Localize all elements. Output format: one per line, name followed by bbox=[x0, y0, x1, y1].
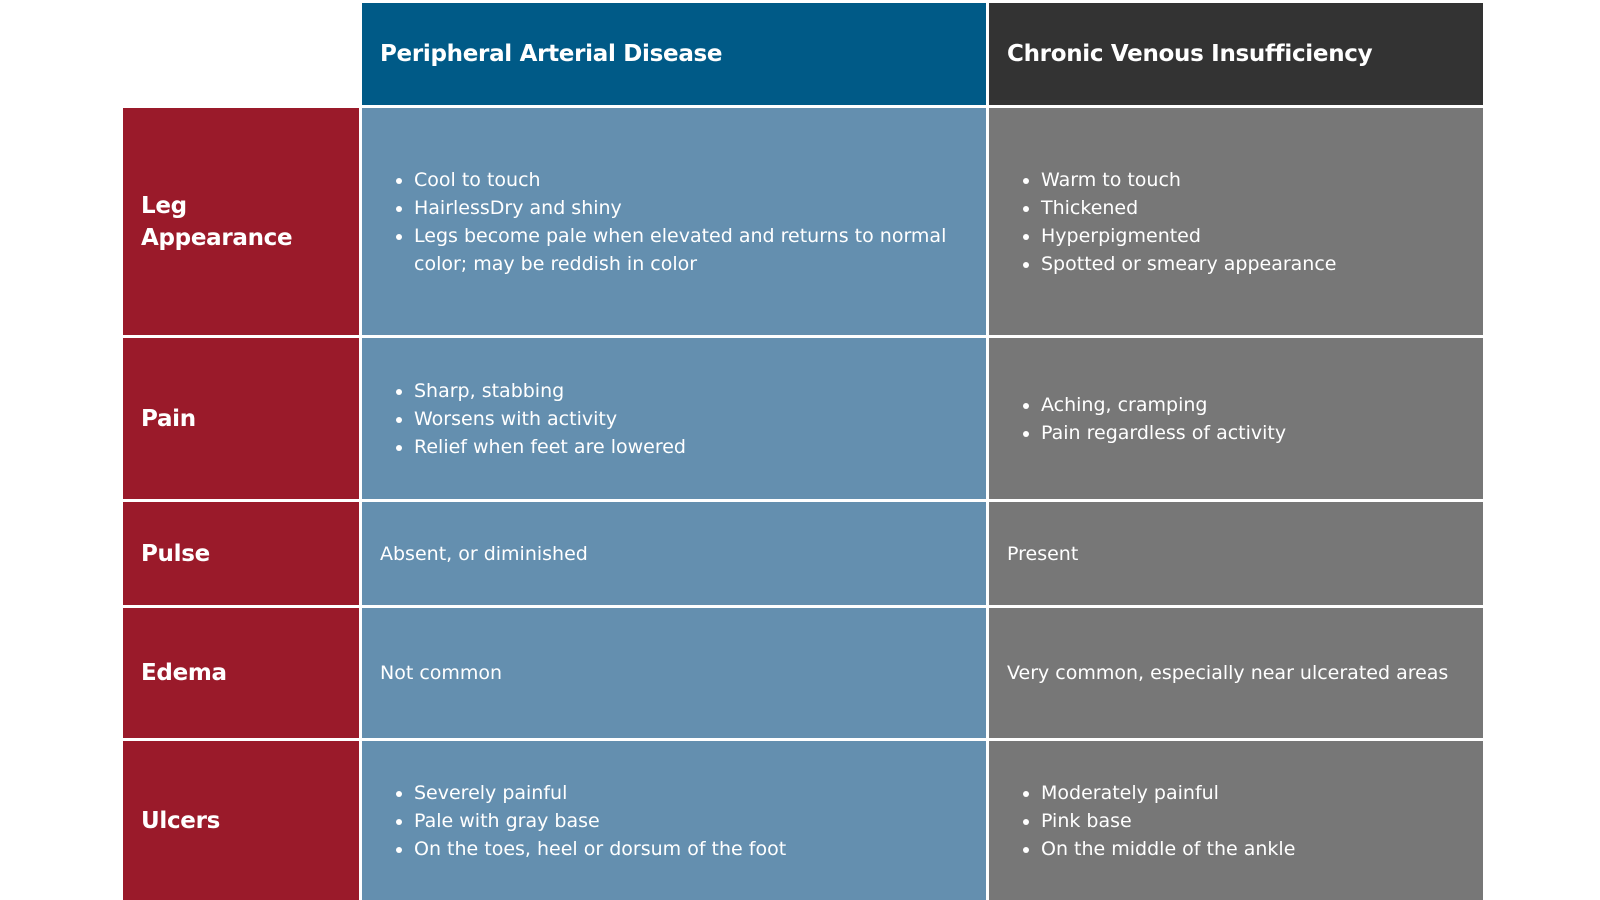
cell-pad-ulcers bbox=[362, 741, 986, 900]
bullet-list bbox=[380, 166, 968, 278]
cell-cvi-ulcers bbox=[989, 741, 1483, 900]
row-header-label: Pulse bbox=[141, 540, 210, 567]
bullet-list bbox=[1007, 391, 1465, 447]
bullet-list bbox=[380, 779, 968, 863]
row-header-edema bbox=[123, 608, 359, 738]
list-item: • Pain regardless of activity bbox=[1041, 419, 1465, 447]
row-header-pulse bbox=[123, 502, 359, 605]
column-header-cvi-label: Chronic Venous Insufficiency bbox=[1007, 41, 1373, 67]
list-item: • Worsens with activity bbox=[414, 405, 968, 433]
list-item: • Moderately painful bbox=[1041, 779, 1465, 807]
list-item: • Cool to touch bbox=[414, 166, 968, 194]
list-item: • Thickened bbox=[1041, 194, 1465, 222]
bullet-list bbox=[1007, 166, 1465, 278]
cell-cvi-pulse bbox=[989, 502, 1483, 605]
cell-cvi-edema bbox=[989, 608, 1483, 738]
list-item: • Sharp, stabbing bbox=[414, 377, 968, 405]
list-item: • Relief when feet are lowered bbox=[414, 433, 968, 461]
list-item: • Spotted or smeary appearance bbox=[1041, 250, 1465, 278]
table-corner bbox=[123, 3, 359, 105]
bullet-list bbox=[380, 377, 968, 461]
list-item: • Aching, cramping bbox=[1041, 391, 1465, 419]
column-header-pad bbox=[362, 3, 986, 105]
cell-text: Absent, or diminished bbox=[380, 542, 588, 565]
cell-text: Very common, especially near ulcerated areas bbox=[1007, 662, 1449, 684]
column-header-cvi bbox=[989, 3, 1483, 105]
list-item: • On the toes, heel or dorsum of the foot bbox=[414, 835, 968, 863]
list-item: • HairlessDry and shiny bbox=[414, 194, 968, 222]
list-item: • Severely painful bbox=[414, 779, 968, 807]
list-item: • Pale with gray base bbox=[414, 807, 968, 835]
row-header-label: Ulcers bbox=[141, 808, 221, 834]
cell-text: Not common bbox=[380, 662, 503, 684]
cell-pad-edema bbox=[362, 608, 986, 738]
list-item: • Legs become pale when elevated and returns to normal color; may be reddish in color bbox=[414, 222, 968, 278]
row-header-ulcers bbox=[123, 741, 359, 900]
comparison-table bbox=[123, 3, 1483, 900]
row-header-label: Pain bbox=[141, 405, 196, 432]
column-header-pad-label: Peripheral Arterial Disease bbox=[380, 41, 723, 67]
row-header-leg-appearance bbox=[123, 108, 359, 335]
list-item: • Pink base bbox=[1041, 807, 1465, 835]
row-header-label: Leg Appearance bbox=[141, 192, 293, 251]
cell-text: Present bbox=[1007, 542, 1079, 565]
cell-cvi-leg-appearance bbox=[989, 108, 1483, 335]
bullet-list bbox=[1007, 779, 1465, 863]
row-header-label: Edema bbox=[141, 660, 227, 686]
cell-cvi-pain bbox=[989, 338, 1483, 499]
cell-pad-pulse bbox=[362, 502, 986, 605]
list-item: • Hyperpigmented bbox=[1041, 222, 1465, 250]
cell-pad-leg-appearance bbox=[362, 108, 986, 335]
cell-pad-pain bbox=[362, 338, 986, 499]
row-header-pain bbox=[123, 338, 359, 499]
list-item: • Warm to touch bbox=[1041, 166, 1465, 194]
list-item: • On the middle of the ankle bbox=[1041, 835, 1465, 863]
